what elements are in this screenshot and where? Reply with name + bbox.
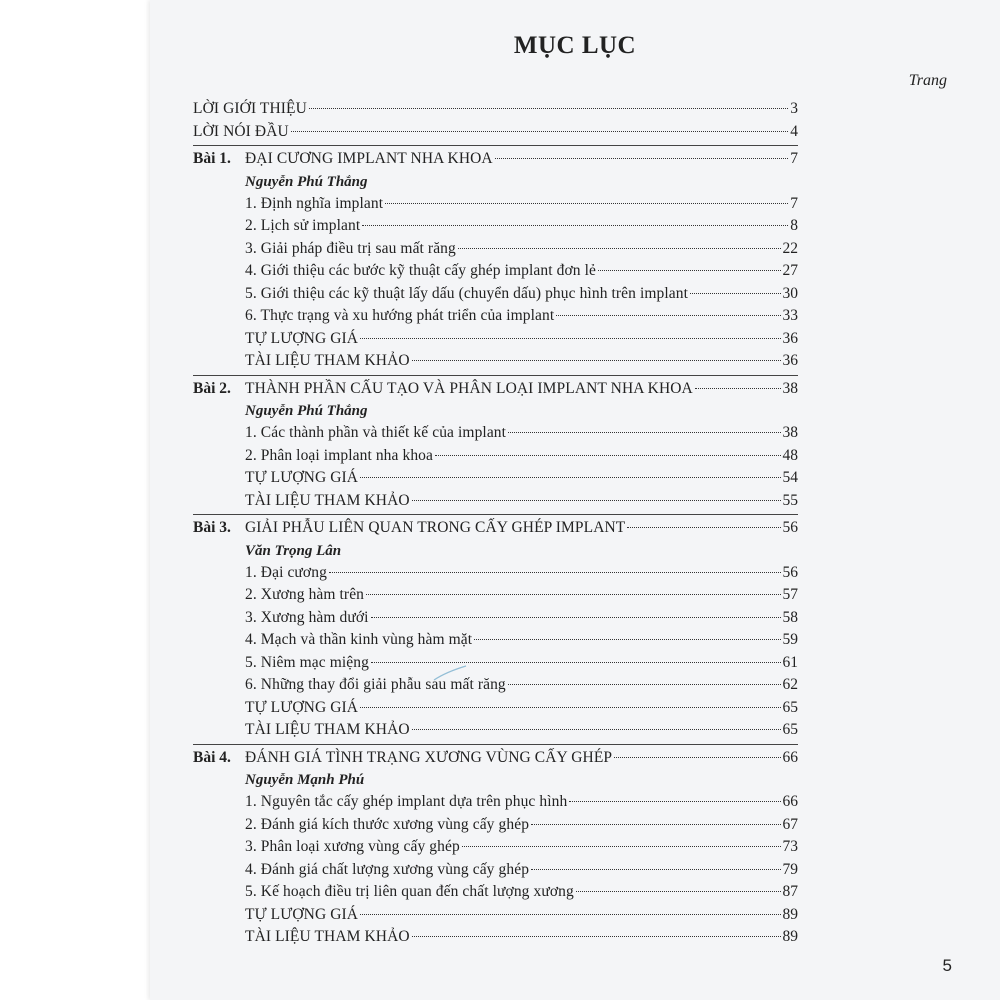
toc-entry-label: TÀI LIỆU THAM KHẢO	[245, 928, 410, 945]
toc-entry-label: 4. Giới thiệu các bước kỹ thuật cấy ghép implant đơn lẻ	[245, 262, 596, 279]
toc-entry	[193, 926, 798, 949]
toc-entry-label: TÀI LIỆU THAM KHẢO	[245, 721, 410, 738]
dot-leader	[412, 360, 781, 361]
toc-entry-label: 4. Mạch và thần kinh vùng hàm mặt	[245, 631, 473, 648]
lesson-page: 66	[782, 748, 798, 766]
page-column-label: Trang	[908, 72, 947, 89]
dot-leader	[614, 757, 780, 758]
lesson-number: Bài 4.	[193, 748, 231, 766]
toc-entry-page: 61	[782, 653, 798, 671]
dot-leader	[360, 477, 780, 478]
dot-leader	[474, 639, 780, 640]
toc-entry-label: 6. Những thay đổi giải phẫu sau mất răng	[245, 676, 506, 693]
toc-entry	[193, 467, 798, 490]
toc-entry-page: 36	[782, 352, 798, 369]
lesson-author: Nguyễn Phú Thắng	[245, 403, 368, 419]
toc-entry	[193, 881, 798, 904]
dot-leader	[371, 617, 781, 618]
page-title: MỤC LỤC	[513, 32, 637, 59]
table-of-contents	[193, 98, 798, 949]
toc-entry-page: 3	[790, 100, 798, 117]
dot-leader	[690, 293, 780, 294]
dot-leader	[329, 572, 781, 573]
toc-entry	[193, 422, 798, 445]
lesson-page: 56	[782, 519, 798, 536]
toc-entry-label: LỜI GIỚI THIỆU	[193, 100, 307, 117]
lesson-heading	[193, 747, 798, 770]
toc-entry	[193, 238, 798, 261]
toc-entry	[193, 98, 798, 121]
lesson-heading	[193, 148, 798, 171]
dot-leader	[627, 527, 780, 528]
toc-entry	[193, 859, 798, 882]
toc-entry-page: 66	[782, 793, 798, 810]
lesson-title: GIẢI PHẪU LIÊN QUAN TRONG CẤY GHÉP IMPLANT	[245, 519, 626, 536]
dot-leader	[531, 869, 780, 870]
lesson-heading	[193, 517, 798, 540]
toc-entry-page: 62	[782, 676, 798, 693]
lesson-number: Bài 2.	[193, 379, 231, 397]
dot-leader	[362, 225, 788, 226]
toc-entry-label: 2. Đánh giá kích thước xương vùng cấy ghép	[245, 815, 530, 833]
toc-entry	[193, 305, 798, 328]
dot-leader	[366, 594, 780, 595]
toc-entry-label: TÀI LIỆU THAM KHẢO	[245, 352, 410, 369]
toc-entry-label: 1. Định nghĩa implant	[245, 194, 384, 212]
toc-entry-page: 22	[782, 239, 798, 257]
toc-entry	[193, 350, 798, 373]
toc-entry	[193, 193, 798, 216]
dot-leader	[291, 131, 788, 132]
toc-entry-label: 3. Giải pháp điều trị sau mất răng	[245, 239, 456, 257]
toc-entry	[193, 584, 798, 607]
dot-leader	[556, 315, 780, 316]
toc-entry	[193, 607, 798, 630]
dot-leader	[458, 248, 781, 249]
toc-entry	[193, 215, 798, 238]
dot-leader	[531, 824, 780, 825]
toc-entry	[193, 697, 798, 720]
toc-entry-page: 89	[782, 905, 798, 923]
lesson-number: Bài 3.	[193, 519, 231, 536]
section-divider	[193, 744, 798, 745]
toc-entry-page: 57	[782, 586, 798, 603]
toc-entry-page: 38	[782, 424, 798, 441]
lesson-heading	[193, 378, 798, 401]
toc-entry-page: 36	[782, 329, 798, 347]
toc-entry	[193, 652, 798, 675]
dot-leader	[495, 158, 789, 159]
toc-entry	[193, 562, 798, 585]
dot-leader	[569, 801, 780, 802]
toc-entry-page: 65	[782, 698, 798, 716]
lesson-title: ĐẠI CƯƠNG IMPLANT NHA KHOA	[245, 150, 493, 167]
toc-entry	[193, 445, 798, 468]
toc-entry	[193, 260, 798, 283]
lessons-list	[193, 148, 798, 949]
toc-entry-label: TỰ LƯỢNG GIÁ	[245, 698, 359, 716]
lesson-title: THÀNH PHẦN CẤU TẠO VÀ PHÂN LOẠI IMPLANT NHA KHOA	[245, 379, 693, 397]
toc-entry-label: 4. Đánh giá chất lượng xương vùng cấy ghép	[245, 860, 530, 878]
section-divider	[193, 375, 798, 376]
toc-entry-label: 6. Thực trạng và xu hướng phát triển của implant	[245, 307, 555, 324]
toc-entry-label: TÀI LIỆU THAM KHẢO	[245, 491, 410, 509]
toc-entry-label: 5. Niêm mạc miệng	[245, 653, 369, 671]
toc-entry-page: 67	[782, 815, 798, 833]
toc-entry-label: 1. Các thành phần và thiết kế của implant	[245, 424, 507, 441]
toc-entry-label: 2. Lịch sử implant	[245, 217, 361, 234]
toc-entry-label: 1. Nguyên tắc cấy ghép implant dựa trên phục hình	[245, 793, 568, 810]
toc-entry-page: 55	[782, 491, 798, 509]
dot-leader	[309, 108, 788, 109]
lesson-author: Văn Trọng Lân	[245, 542, 342, 559]
toc-entry	[193, 629, 798, 652]
toc-entry-page: 4	[790, 122, 798, 140]
toc-entry-label: 5. Kế hoạch điều trị liên quan đến chất lượng xương	[245, 883, 574, 900]
toc-entry-label: LỜI NÓI ĐẦU	[193, 122, 289, 140]
lesson-author: Nguyễn Mạnh Phú	[245, 772, 365, 788]
toc-entry-page: 56	[782, 563, 798, 581]
toc-entry-label: 5. Giới thiệu các kỹ thuật lấy dấu (chuyển dấu) phục hình trên implant	[245, 284, 689, 302]
dot-leader	[360, 707, 780, 708]
toc-entry-page: 30	[782, 284, 798, 302]
lesson-page: 7	[790, 150, 798, 167]
toc-entry-page: 27	[782, 262, 798, 279]
dot-leader	[385, 203, 788, 204]
dot-leader	[462, 846, 781, 847]
dot-leader	[360, 914, 780, 915]
section-divider	[193, 145, 798, 146]
toc-entry-label: 3. Phân loại xương vùng cấy ghép	[245, 838, 460, 855]
lesson-number: Bài 1.	[193, 150, 231, 167]
toc-entry-page: 58	[782, 608, 798, 626]
toc-entry-page: 54	[782, 469, 798, 486]
dot-leader	[695, 388, 781, 389]
dot-leader	[412, 500, 781, 501]
toc-entry	[193, 719, 798, 742]
toc-entry	[193, 674, 798, 697]
toc-entry	[193, 121, 798, 144]
lesson-title: ĐÁNH GIÁ TÌNH TRẠNG XƯƠNG VÙNG CẤY GHÉP	[245, 748, 613, 766]
toc-entry-label: 1. Đại cương	[245, 563, 327, 581]
toc-entry-page: 89	[782, 928, 798, 945]
toc-entry-page: 73	[782, 838, 798, 855]
toc-entry	[193, 328, 798, 351]
page-number: 5	[942, 956, 952, 975]
toc-entry	[193, 791, 798, 814]
toc-entry-page: 33	[782, 307, 798, 324]
toc-entry	[193, 490, 798, 513]
toc-entry-page: 7	[790, 194, 798, 212]
toc-entry	[193, 904, 798, 927]
pen-stroke-mark	[432, 662, 468, 682]
toc-entry	[193, 836, 798, 859]
dot-leader	[598, 270, 781, 271]
toc-entry-label: 2. Phân loại implant nha khoa	[245, 446, 434, 464]
lesson-author: Nguyễn Phú Thắng	[245, 173, 368, 190]
dot-leader	[412, 729, 781, 730]
toc-entry-label: TỰ LƯỢNG GIÁ	[245, 469, 359, 486]
dot-leader	[508, 432, 780, 433]
toc-entry-label: 3. Xương hàm dưới	[245, 608, 369, 626]
dot-leader	[435, 455, 780, 456]
toc-entry-label: TỰ LƯỢNG GIÁ	[245, 905, 359, 923]
toc-entry-page: 87	[782, 883, 798, 900]
toc-entry	[193, 283, 798, 306]
toc-entry-page: 48	[782, 446, 798, 464]
dot-leader	[508, 684, 781, 685]
toc-entry-page: 59	[782, 631, 798, 648]
dot-leader	[412, 936, 781, 937]
toc-entry-label: 2. Xương hàm trên	[245, 586, 365, 603]
dot-leader	[360, 338, 780, 339]
toc-entry-label: TỰ LƯỢNG GIÁ	[245, 329, 359, 347]
toc-entry-page: 79	[782, 860, 798, 878]
toc-entry	[193, 814, 798, 837]
section-divider	[193, 514, 798, 515]
lesson-page: 38	[782, 379, 798, 397]
toc-entry-page: 65	[782, 721, 798, 738]
dot-leader	[576, 891, 781, 892]
toc-entry-page: 8	[790, 217, 798, 234]
